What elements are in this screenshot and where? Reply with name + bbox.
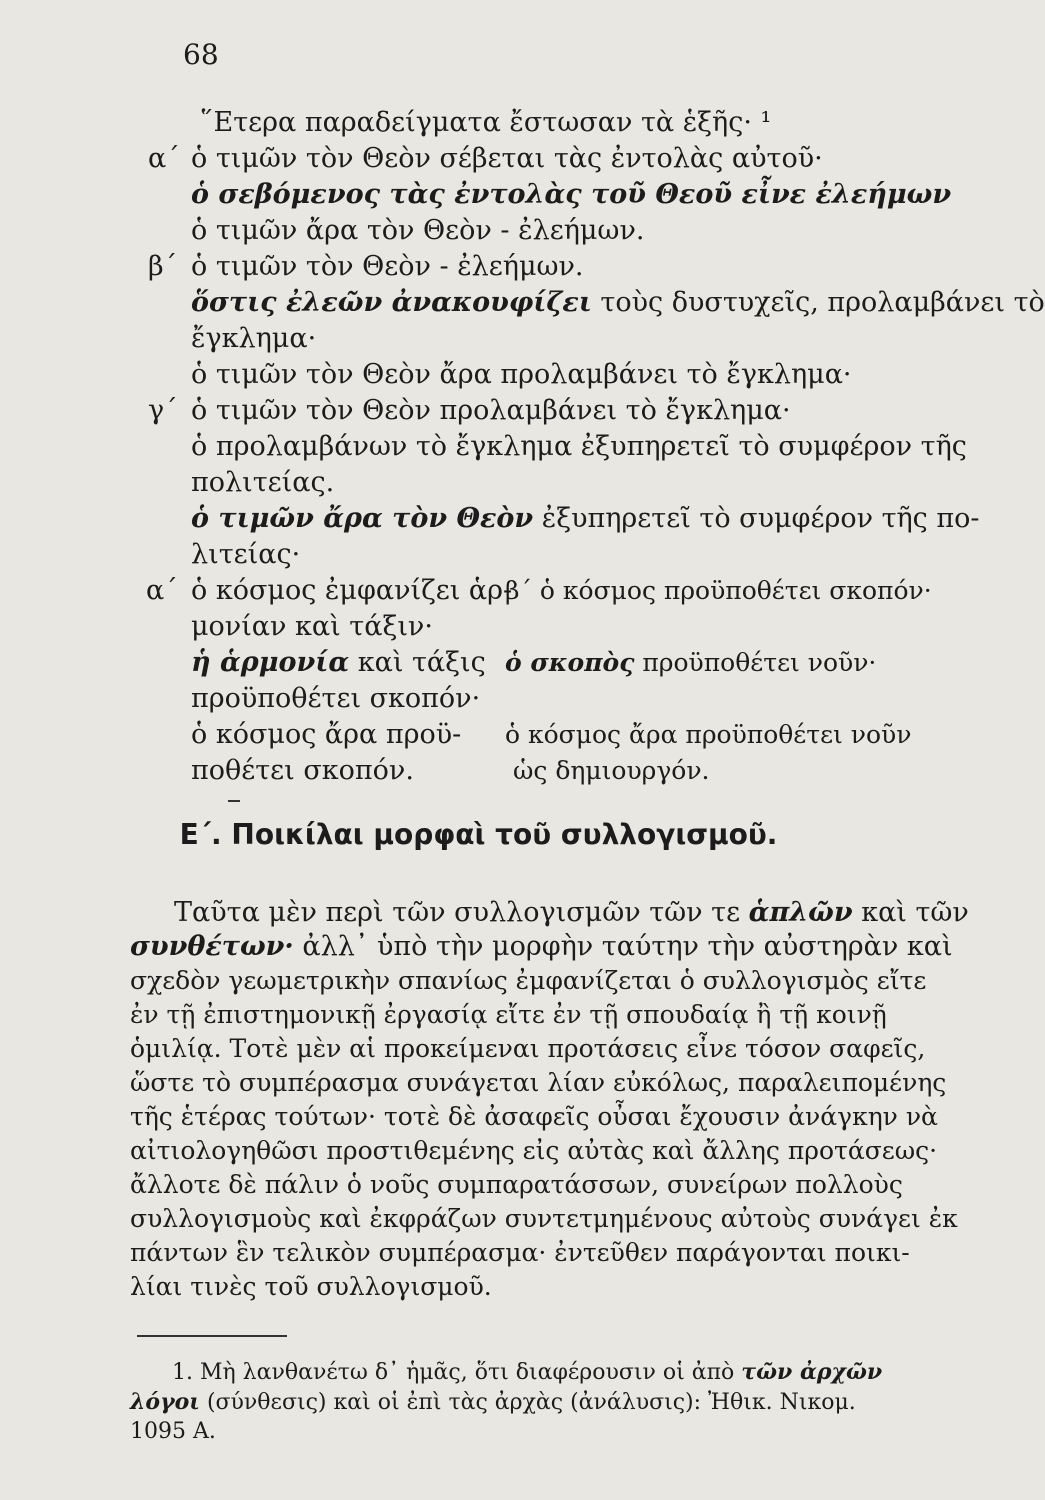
- example-a-line-3: ὁ τιμῶν ἄρα τὸν Θεὸν - ἐλεήμων.: [191, 215, 645, 246]
- example-c-line-4-bold: ὁ τιμῶν ἄρα τὸν Θεὸν: [191, 503, 534, 534]
- paragraph-line-10: συλλογισμοὺς καὶ ἐκφράζων συντετμημένους αὐτοὺς συνάγει ἐκ: [130, 1204, 958, 1233]
- example-c-line-2: ὁ προλαμβάνων τὸ ἔγκλημα ἐξυπηρετεῖ τὸ συμφέρον τῆς: [191, 431, 967, 462]
- example-c-line-5: λιτείας·: [191, 539, 301, 570]
- paragraph-line-1: [174, 896, 969, 930]
- paragraph-line-9: ἄλλοτε δὲ πάλιν ὁ νοῦς συμπαρατάσσων, συνείρων πολλοὺς: [130, 1170, 903, 1199]
- paragraph-line-4: ἐν τῇ ἐπιστημονικῇ ἐργασίᾳ εἴτε ἐν τῇ σπουδαίᾳ ἢ τῇ κοινῇ: [130, 1000, 887, 1029]
- example-b-label: β΄: [148, 251, 178, 282]
- left-col-line-3: [191, 646, 486, 680]
- paragraph-line-7: τῆς ἑτέρας τούτων· τοτὲ δὲ ἀσαφεῖς οὖσαι ἔχουσιν ἀνάγκην νὰ: [130, 1102, 938, 1131]
- footnote-line-2-b: (σύνθεσις) καὶ οἱ ἐπὶ τὰς ἀρχὰς (ἀνάλυσις): Ἠθικ. Νικομ.: [206, 1390, 856, 1415]
- page-number: 68: [183, 38, 219, 71]
- paragraph-line-1-c: καὶ τῶν: [861, 897, 969, 928]
- right-col-line-4: ὡς δημιουργόν.: [513, 756, 710, 785]
- left-col-line-1: ὁ κόσμος ἐμφανίζει ἁρ-: [191, 575, 513, 606]
- paragraph-line-1-a: Ταῦτα μὲν περὶ τῶν συλλογισμῶν τῶν τε: [174, 897, 741, 928]
- right-col-line-2: [505, 646, 876, 680]
- left-col-line-3-bold: ἡ ἁρμονία: [191, 647, 350, 678]
- examples-intro: ῞Ετερα παραδείγματα ἔστωσαν τὰ ἑξῆς· ¹: [200, 107, 772, 138]
- example-b-line-2-rest: τοὺς δυστυχεῖς, προλαμβάνει τὸ: [600, 287, 1045, 318]
- example-c-line-1: ὁ τιμῶν τὸν Θεὸν προλαμβάνει τὸ ἔγκλημα·: [191, 395, 791, 426]
- example-c-line-4-rest: ἐξυπηρετεῖ τὸ συμφέρον τῆς πο-: [541, 503, 980, 534]
- example-b-line-4: ὁ τιμῶν τὸν Θεὸν ἄρα προλαμβάνει τὸ ἔγκλημα·: [191, 359, 852, 390]
- example-c-line-4: [191, 502, 980, 536]
- example-c-label: γ΄: [148, 395, 178, 426]
- paragraph-line-1-b: ἁπλῶν: [748, 897, 853, 928]
- paragraph-line-6: ὥστε τὸ συμπέρασμα συνάγεται λίαν εὐκόλως, παραλειπομένης: [130, 1068, 947, 1097]
- footnote-line-2: [130, 1388, 856, 1417]
- right-col-line-2-bold: ὁ σκοπὸς: [505, 648, 635, 677]
- paragraph-line-2-a: συνθέτων·: [130, 931, 294, 962]
- paragraph-line-2-b: ἀλλ᾽ ὑπὸ τὴν μορφὴν ταύτην τὴν αὐστηρὰν καὶ: [302, 931, 953, 962]
- left-col-line-3-rest: καὶ τάξις: [357, 647, 486, 678]
- left-col-line-4: προϋποθέτει σκοπόν·: [191, 683, 481, 714]
- example-a-line-2: ὁ σεβόμενος τὰς ἐντολὰς τοῦ Θεοῦ εἶνε ἐλεήμων: [191, 179, 952, 210]
- paragraph-line-5: ὁμιλίᾳ. Τοτὲ μὲν αἱ προκείμεναι προτάσεις εἶνε τόσον σαφεῖς,: [130, 1034, 926, 1063]
- footnote-line-3: 1095 Α.: [130, 1419, 216, 1444]
- footnote-rule: [137, 1335, 287, 1337]
- right-col-line-2-rest: προϋποθέτει νοῦν·: [642, 648, 877, 677]
- footnote-line-1-a: 1. Μὴ λανθανέτω δ᾽ ἡμᾶς, ὅτι διαφέρουσιν οἱ ἀπὸ: [172, 1360, 735, 1385]
- paragraph-line-12: λίαι τινὲς τοῦ συλλογισμοῦ.: [130, 1272, 492, 1301]
- left-col-line-2: μονίαν καὶ τάξιν·: [191, 611, 433, 642]
- left-col-label: α΄: [146, 575, 178, 606]
- paragraph-line-8: αἰτιολογηθῶσι προστιθεμένης εἰς αὐτὰς καὶ ἄλλης προτάσεως·: [130, 1136, 938, 1165]
- example-b-line-3: ἔγκλημα·: [191, 323, 317, 354]
- left-col-line-5: ὁ κόσμος ἄρα προϋ-: [191, 719, 462, 750]
- separator-dash: [228, 800, 240, 802]
- example-a-line-1: ὁ τιμῶν τὸν Θεὸν σέβεται τὰς ἐντολὰς αὐτοῦ·: [191, 143, 823, 174]
- example-b-line-2-bold: ὅστις ἐλεῶν ἀνακουφίζει: [191, 287, 592, 318]
- footnote-line-1: [172, 1358, 882, 1387]
- paragraph-line-3: σχεδὸν γεωμετρικὴν σπανίως ἐμφανίζεται ὁ συλλογισμὸς εἴτε: [130, 966, 927, 995]
- example-c-line-3: πολιτείας.: [191, 467, 335, 498]
- right-col-line-3: ὁ κόσμος ἄρα προϋποθέτει νοῦν: [505, 720, 912, 749]
- left-col-line-6: ποθέτει σκοπόν.: [191, 755, 414, 786]
- footnote-line-1-b: τῶν ἀρχῶν: [741, 1359, 883, 1385]
- paragraph-line-2: [130, 930, 953, 964]
- footnote-line-2-a: λόγοι: [130, 1389, 200, 1415]
- example-a-label: α΄: [148, 143, 180, 174]
- right-col-line-1: β΄ ὁ κόσμος προϋποθέτει σκοπόν·: [505, 576, 932, 605]
- paragraph-line-11: πάντων ἓν τελικὸν συμπέρασμα· ἐντεῦθεν παράγονται ποικι-: [130, 1238, 910, 1267]
- example-b-line-2: [191, 286, 1045, 320]
- example-b-line-1: ὁ τιμῶν τὸν Θεὸν - ἐλεήμων.: [191, 251, 584, 282]
- section-heading: Ε΄. Ποικίλαι μορφαὶ τοῦ συλλογισμοῦ.: [179, 818, 778, 851]
